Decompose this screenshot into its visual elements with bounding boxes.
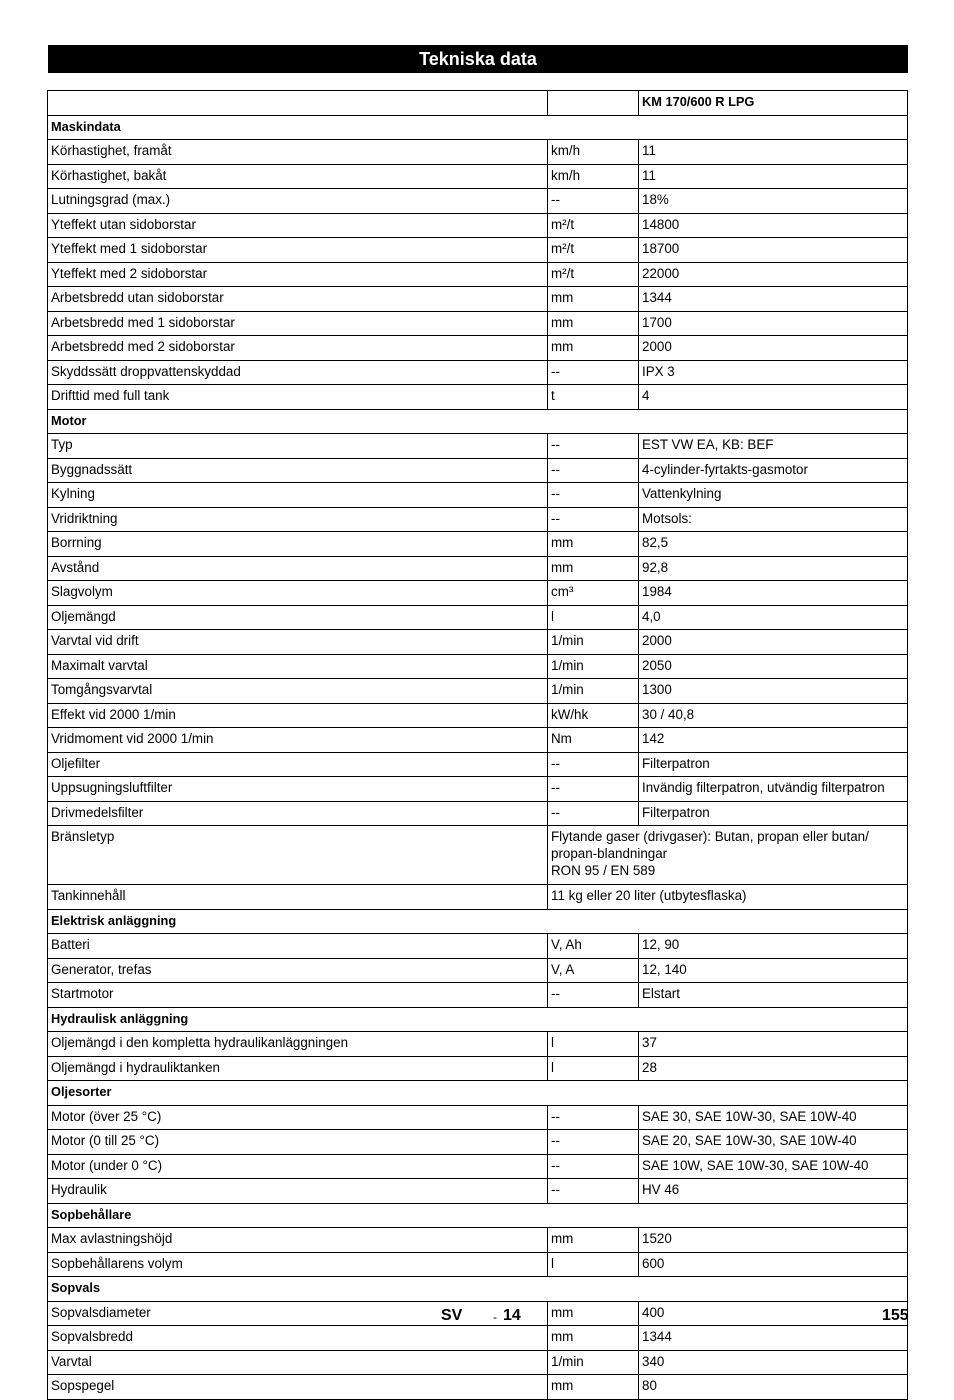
row-label: Vridmoment vid 2000 1/min: [48, 728, 548, 753]
technical-data-table: [47, 90, 908, 1400]
row-unit: --: [548, 777, 639, 802]
row-value: 37: [639, 1032, 908, 1057]
row-value: 12, 90: [639, 934, 908, 959]
value-line: 11 kg eller 20 liter (utbytesflaska): [551, 888, 747, 903]
table-row: [48, 532, 908, 557]
section-header-row: [48, 1081, 908, 1106]
row-label: Max avlastningshöjd: [48, 1228, 548, 1253]
table-row: [48, 213, 908, 238]
row-value-spanning: [548, 885, 908, 910]
row-value: 600: [639, 1252, 908, 1277]
row-label: Borrning: [48, 532, 548, 557]
row-unit: m²/t: [548, 262, 639, 287]
table-row: [48, 1154, 908, 1179]
row-value: 28: [639, 1056, 908, 1081]
row-value: IPX 3: [639, 360, 908, 385]
row-value: 2050: [639, 654, 908, 679]
table-row: [48, 703, 908, 728]
row-unit: kW/hk: [548, 703, 639, 728]
row-value: 22000: [639, 262, 908, 287]
table-row: [48, 262, 908, 287]
value-line: RON 95 / EN 589: [551, 863, 656, 878]
footer-section-number: 14: [503, 1307, 521, 1324]
footer-page-number: 155: [882, 1307, 909, 1324]
table-row: [48, 1032, 908, 1057]
row-label: Oljemängd i den kompletta hydraulikanläggningen: [48, 1032, 548, 1057]
table-row: [48, 1179, 908, 1204]
table-row: [48, 630, 908, 655]
row-value: 18700: [639, 238, 908, 263]
row-value: Filterpatron: [639, 752, 908, 777]
section-header-row: [48, 909, 908, 934]
row-label: Kylning: [48, 483, 548, 508]
table-row: [48, 752, 908, 777]
row-value: 1520: [639, 1228, 908, 1253]
table-row: [48, 434, 908, 459]
table-row: [48, 958, 908, 983]
row-value-spanning: [548, 826, 908, 885]
row-label: Startmotor: [48, 983, 548, 1008]
row-value: Motsols:: [639, 507, 908, 532]
row-value: 400: [639, 1301, 908, 1326]
row-unit: V, A: [548, 958, 639, 983]
row-unit: mm: [548, 532, 639, 557]
row-value: Filterpatron: [639, 801, 908, 826]
table-row: [48, 483, 908, 508]
row-unit: l: [548, 1056, 639, 1081]
row-label: Drifttid med full tank: [48, 385, 548, 410]
table-row: [48, 360, 908, 385]
row-unit: l: [548, 1032, 639, 1057]
table-row: [48, 1228, 908, 1253]
row-label: Yteffekt med 2 sidoborstar: [48, 262, 548, 287]
row-label: Sopvalsbredd: [48, 1326, 548, 1351]
row-value: 11: [639, 140, 908, 165]
table-row: [48, 1326, 908, 1351]
row-unit: l: [548, 1252, 639, 1277]
row-unit: m²/t: [548, 238, 639, 263]
row-value: Vattenkylning: [639, 483, 908, 508]
table-row: [48, 189, 908, 214]
table-row: [48, 311, 908, 336]
table-row: [48, 728, 908, 753]
section-header-row: [48, 1277, 908, 1302]
row-label: Motor (över 25 °C): [48, 1105, 548, 1130]
row-label: Oljemängd i hydrauliktanken: [48, 1056, 548, 1081]
row-unit: mm: [548, 311, 639, 336]
header-model-cell: KM 170/600 R LPG: [639, 91, 908, 116]
row-value: 30 / 40,8: [639, 703, 908, 728]
section-header-row: [48, 409, 908, 434]
row-value: 18%: [639, 189, 908, 214]
row-label: Körhastighet, framåt: [48, 140, 548, 165]
row-unit: --: [548, 1179, 639, 1204]
row-unit: mm: [548, 1301, 639, 1326]
table-row: [48, 801, 908, 826]
row-label: Skyddssätt droppvattenskyddad: [48, 360, 548, 385]
row-value: 4-cylinder-fyrtakts-gasmotor: [639, 458, 908, 483]
row-value: 4,0: [639, 605, 908, 630]
row-label: Hydraulik: [48, 1179, 548, 1204]
row-unit: --: [548, 507, 639, 532]
table-row: [48, 385, 908, 410]
table-row: [48, 1375, 908, 1400]
row-unit: --: [548, 1105, 639, 1130]
table-row: [48, 1105, 908, 1130]
row-unit: mm: [548, 1375, 639, 1400]
row-label: Sopvalsdiameter: [48, 1301, 548, 1326]
row-value: 2000: [639, 630, 908, 655]
row-value: 14800: [639, 213, 908, 238]
row-unit: mm: [548, 287, 639, 312]
row-label: Motor (under 0 °C): [48, 1154, 548, 1179]
row-unit: --: [548, 434, 639, 459]
row-unit: 1/min: [548, 679, 639, 704]
row-value: HV 46: [639, 1179, 908, 1204]
row-value: 11: [639, 164, 908, 189]
row-label: Avstånd: [48, 556, 548, 581]
row-value: 1984: [639, 581, 908, 606]
table-row: [48, 983, 908, 1008]
row-value: 1344: [639, 1326, 908, 1351]
row-unit: --: [548, 801, 639, 826]
row-value: EST VW EA, KB: BEF: [639, 434, 908, 459]
row-value: Invändig filterpatron, utvändig filterpatron: [639, 777, 908, 802]
row-label: Tomgångsvarvtal: [48, 679, 548, 704]
table-row: [48, 885, 908, 910]
table-row: [48, 336, 908, 361]
section-title: Maskindata: [48, 115, 908, 140]
row-unit: mm: [548, 1326, 639, 1351]
row-value: 82,5: [639, 532, 908, 557]
row-value: Elstart: [639, 983, 908, 1008]
row-label: Sopspegel: [48, 1375, 548, 1400]
row-label: Arbetsbredd med 2 sidoborstar: [48, 336, 548, 361]
table-row: [48, 777, 908, 802]
table-row: [48, 1301, 908, 1326]
section-title: Sopvals: [48, 1277, 908, 1302]
section-header-row: [48, 1203, 908, 1228]
row-unit: --: [548, 752, 639, 777]
row-unit: 1/min: [548, 630, 639, 655]
section-title: Oljesorter: [48, 1081, 908, 1106]
row-label: Yteffekt med 1 sidoborstar: [48, 238, 548, 263]
table-row: [48, 934, 908, 959]
section-title: Elektrisk anläggning: [48, 909, 908, 934]
row-label: Typ: [48, 434, 548, 459]
table-row: [48, 581, 908, 606]
row-label: Vridriktning: [48, 507, 548, 532]
row-unit: --: [548, 483, 639, 508]
row-label: Varvtal: [48, 1350, 548, 1375]
value-line: propan-blandningar: [551, 846, 668, 861]
section-title: Sopbehållare: [48, 1203, 908, 1228]
table-row: [48, 1350, 908, 1375]
row-value: SAE 20, SAE 10W-30, SAE 10W-40: [639, 1130, 908, 1155]
row-value: 80: [639, 1375, 908, 1400]
row-unit: cm³: [548, 581, 639, 606]
table-row: [48, 1252, 908, 1277]
row-label: Batteri: [48, 934, 548, 959]
table-row: [48, 507, 908, 532]
footer-language: SV: [441, 1307, 463, 1324]
table-row: [48, 654, 908, 679]
row-label: Tankinnehåll: [48, 885, 548, 910]
row-label: Slagvolym: [48, 581, 548, 606]
row-unit: --: [548, 458, 639, 483]
section-title: Motor: [48, 409, 908, 434]
row-label: Sopbehållarens volym: [48, 1252, 548, 1277]
row-value: 1344: [639, 287, 908, 312]
row-unit: --: [548, 189, 639, 214]
row-label: Oljemängd: [48, 605, 548, 630]
row-value: SAE 30, SAE 10W-30, SAE 10W-40: [639, 1105, 908, 1130]
row-value: 340: [639, 1350, 908, 1375]
row-unit: l: [548, 605, 639, 630]
row-unit: V, Ah: [548, 934, 639, 959]
row-unit: Nm: [548, 728, 639, 753]
row-label: Maximalt varvtal: [48, 654, 548, 679]
row-label: Uppsugningsluftfilter: [48, 777, 548, 802]
row-unit: m²/t: [548, 213, 639, 238]
table-header-row: [48, 91, 908, 116]
table-row: [48, 458, 908, 483]
row-label: Effekt vid 2000 1/min: [48, 703, 548, 728]
value-line: Flytande gaser (drivgaser): Butan, propan eller butan/: [551, 829, 869, 844]
row-unit: mm: [548, 556, 639, 581]
row-label: Drivmedelsfilter: [48, 801, 548, 826]
table-row: [48, 1056, 908, 1081]
row-label: Lutningsgrad (max.): [48, 189, 548, 214]
table-row: [48, 1130, 908, 1155]
table-row: [48, 164, 908, 189]
section-title: Hydraulisk anläggning: [48, 1007, 908, 1032]
row-unit: --: [548, 1130, 639, 1155]
row-value: 12, 140: [639, 958, 908, 983]
row-value: SAE 10W, SAE 10W-30, SAE 10W-40: [639, 1154, 908, 1179]
section-header-row: [48, 1007, 908, 1032]
table-row: [48, 287, 908, 312]
row-value: 142: [639, 728, 908, 753]
row-unit: km/h: [548, 164, 639, 189]
row-unit: mm: [548, 336, 639, 361]
row-label: Yteffekt utan sidoborstar: [48, 213, 548, 238]
row-label: Byggnadssätt: [48, 458, 548, 483]
row-label: Bränsletyp: [48, 826, 548, 885]
row-unit: 1/min: [548, 654, 639, 679]
header-label-cell: [48, 91, 548, 116]
row-label: Motor (0 till 25 °C): [48, 1130, 548, 1155]
row-label: Arbetsbredd med 1 sidoborstar: [48, 311, 548, 336]
row-label: Generator, trefas: [48, 958, 548, 983]
header-unit-cell: [548, 91, 639, 116]
row-unit: km/h: [548, 140, 639, 165]
row-value: 1700: [639, 311, 908, 336]
row-unit: --: [548, 983, 639, 1008]
table-row: [48, 556, 908, 581]
section-header-row: [48, 115, 908, 140]
row-value: 4: [639, 385, 908, 410]
row-value: 92,8: [639, 556, 908, 581]
row-label: Oljefilter: [48, 752, 548, 777]
row-label: Arbetsbredd utan sidoborstar: [48, 287, 548, 312]
row-label: Körhastighet, bakåt: [48, 164, 548, 189]
row-unit: --: [548, 360, 639, 385]
row-value: 2000: [639, 336, 908, 361]
row-unit: 1/min: [548, 1350, 639, 1375]
row-unit: --: [548, 1154, 639, 1179]
table-row: [48, 605, 908, 630]
table-row: [48, 679, 908, 704]
page-title: Tekniska data: [48, 45, 908, 73]
row-unit: t: [548, 385, 639, 410]
table-row: [48, 238, 908, 263]
table-row: [48, 140, 908, 165]
row-unit: mm: [548, 1228, 639, 1253]
table-row: [48, 826, 908, 885]
row-value: 1300: [639, 679, 908, 704]
footer-dash: -: [493, 1310, 497, 1324]
row-label: Varvtal vid drift: [48, 630, 548, 655]
